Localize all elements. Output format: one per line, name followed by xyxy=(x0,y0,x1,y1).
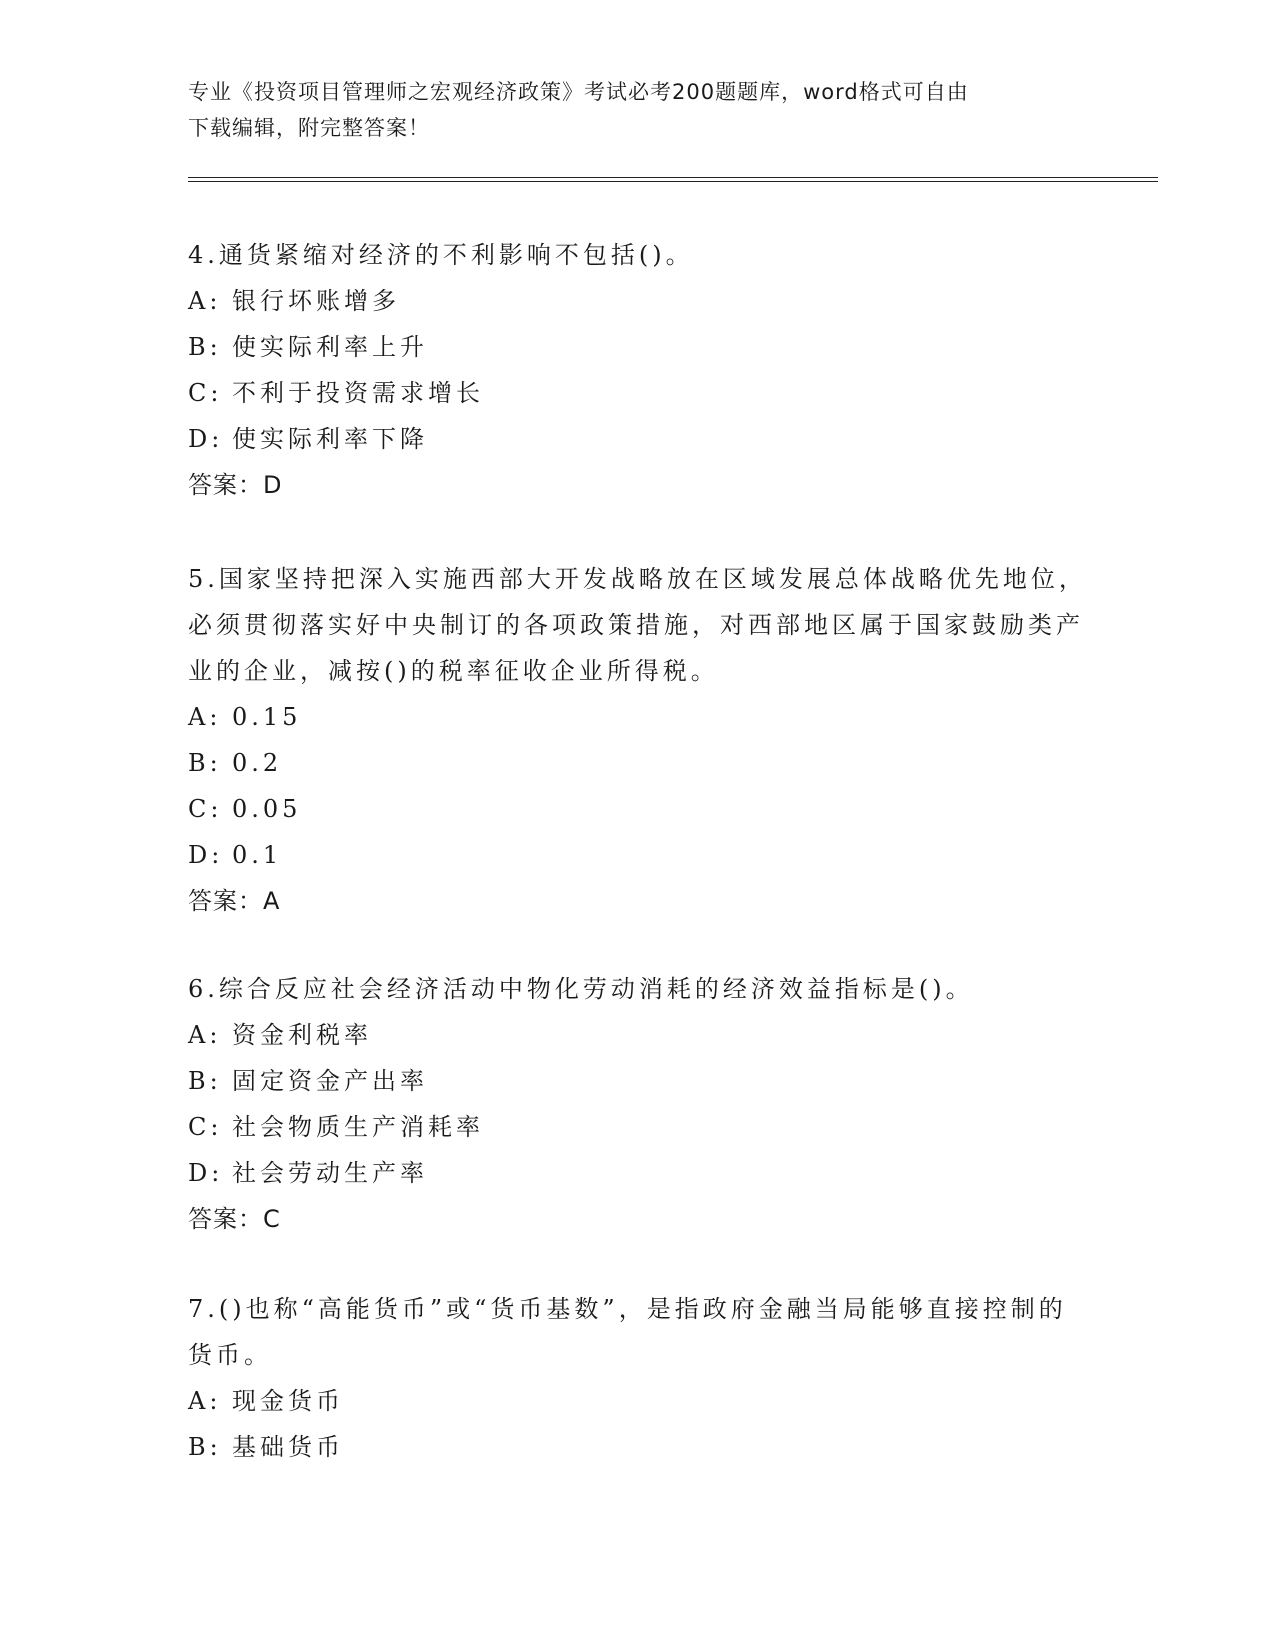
question-5 xyxy=(188,556,1088,924)
option-a xyxy=(188,694,1088,740)
option-b xyxy=(188,1058,1088,1104)
answer: 答案：A xyxy=(188,887,281,915)
option-text: 现金货币 xyxy=(232,1387,344,1415)
option-key: B: xyxy=(188,1067,222,1095)
option-d xyxy=(188,1150,1088,1196)
header-line-2: 下载编辑，附完整答案！ xyxy=(188,116,430,140)
document-header xyxy=(188,74,1088,146)
option-a xyxy=(188,1012,1088,1058)
option-key: C: xyxy=(188,795,223,823)
option-text: 银行坏账增多 xyxy=(232,287,400,315)
option-a xyxy=(188,1378,1088,1424)
question-stem: 4.通货紧缩对经济的不利影响不包括()。 xyxy=(188,241,694,269)
option-text: 社会物质生产消耗率 xyxy=(232,1113,484,1141)
option-key: B: xyxy=(188,749,222,777)
option-key: C: xyxy=(188,1113,223,1141)
header-divider xyxy=(188,177,1158,182)
option-text: 固定资金产出率 xyxy=(232,1067,428,1095)
option-text: 资金利税率 xyxy=(232,1021,372,1049)
option-key: B: xyxy=(188,1433,222,1461)
option-text: 使实际利率下降 xyxy=(232,425,428,453)
option-a xyxy=(188,278,1088,324)
question-4 xyxy=(188,232,1088,508)
option-key: D: xyxy=(188,425,224,453)
question-stem: 5.国家坚持把深入实施西部大开发战略放在区域发展总体战略优先地位，必须贯彻落实好中央制订的各项政策措施，对西部地区属于国家鼓励类产业的企业，减按()的税率征收企业所得税。 xyxy=(188,565,1087,685)
option-text: 0.15 xyxy=(232,703,302,731)
option-key: A: xyxy=(188,703,222,731)
option-key: A: xyxy=(188,1387,222,1415)
option-text: 0.1 xyxy=(232,841,283,869)
option-key: D: xyxy=(188,841,224,869)
option-text: 使实际利率上升 xyxy=(232,333,428,361)
option-c xyxy=(188,786,1088,832)
answer: 答案：C xyxy=(188,1205,281,1233)
option-key: C: xyxy=(188,379,223,407)
option-text: 基础货币 xyxy=(232,1433,344,1461)
option-b xyxy=(188,324,1088,370)
header-line-1: 专业《投资项目管理师之宏观经济政策》考试必考200题题库，word格式可自由 xyxy=(188,80,969,104)
option-b xyxy=(188,740,1088,786)
question-6 xyxy=(188,966,1088,1242)
answer: 答案：D xyxy=(188,471,283,499)
option-key: A: xyxy=(188,287,222,315)
option-text: 0.05 xyxy=(232,795,302,823)
question-stem: 7.()也称“高能货币”或“货币基数”，是指政府金融当局能够直接控制的货币。 xyxy=(188,1295,1067,1369)
option-d xyxy=(188,416,1088,462)
option-text: 0.2 xyxy=(232,749,283,777)
option-key: D: xyxy=(188,1159,224,1187)
option-key: B: xyxy=(188,333,222,361)
option-c xyxy=(188,370,1088,416)
option-text: 社会劳动生产率 xyxy=(232,1159,428,1187)
option-key: A: xyxy=(188,1021,222,1049)
option-c xyxy=(188,1104,1088,1150)
option-text: 不利于投资需求增长 xyxy=(232,379,484,407)
question-stem: 6.综合反应社会经济活动中物化劳动消耗的经济效益指标是()。 xyxy=(188,975,974,1003)
question-7 xyxy=(188,1286,1088,1470)
option-d xyxy=(188,832,1088,878)
option-b xyxy=(188,1424,1088,1470)
